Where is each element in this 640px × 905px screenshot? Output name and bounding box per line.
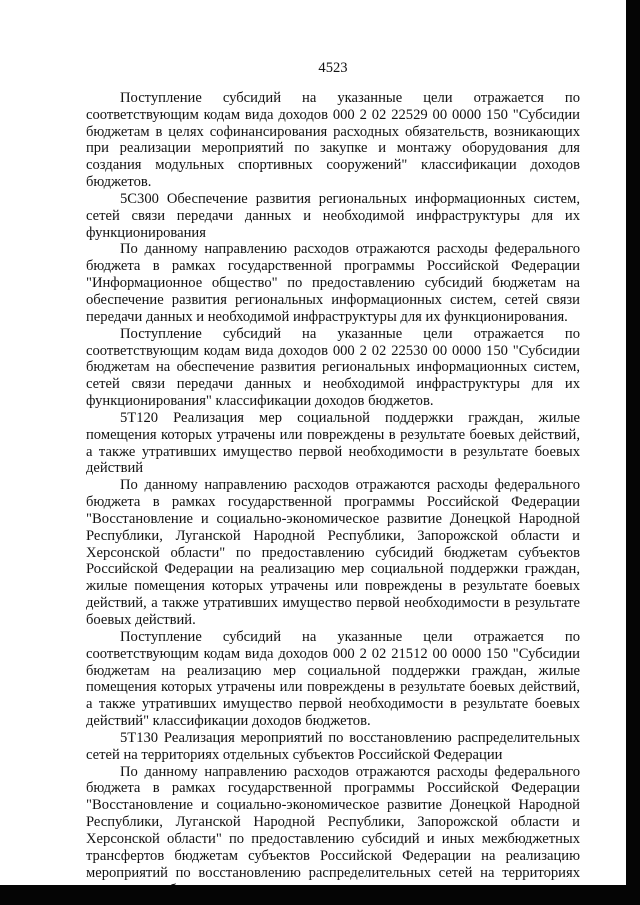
heading-5t120: 5Т120 Реализация мер социальной поддержки граждан, жилые помещения которых утрачены или повреждены в результате боевых действий, а также утративших имущество первой необходимости в результате боевых действий: [86, 409, 580, 477]
document-page: [86, 60, 580, 898]
paragraph-5c300-expenses: По данному направлению расходов отражаются расходы федерального бюджета в рамках государственной программы Российской Федерации "Информационное общество" по предоставлению субсидий бюджетам на обеспечение развития региональных информационных систем, сетей связи передачи данных и необходимой инфраструктуры для их функционирования.: [86, 241, 580, 325]
scan-edge-bottom: [0, 885, 640, 905]
paragraph-5t120-expenses: По данному направлению расходов отражаются расходы федерального бюджета в рамках государственной программы Российской Федерации "Восстановление и социально-экономическое развитие Донецкой Народной Республики, Луганской Народной Республики, Запорожской области и Херсонской области" по предоставлению субсидий бюджетам субъектов Российской Федерации на реализацию мер социальной поддержки граждан, жилые помещения которых утрачены или повреждены в результате боевых действий, а также утративших имущество первой необходимости в результате боевых действий.: [86, 477, 580, 628]
heading-5c300: 5С300 Обеспечение развития региональных информационных систем, сетей связи передачи данных и необходимой инфраструктуры для их функционирования: [86, 190, 580, 241]
paragraph-5c300-income: Поступление субсидий на указанные цели отражается по соответствующим кодам вида доходов 000 2 02 22530 00 0000 150 "Субсидии бюджетам на обеспечение развития региональных информационных систем, сетей связи передачи данных и необходимой инфраструктуры для их функционирования" классификации доходов бюджетов.: [86, 325, 580, 410]
paragraph-5t120-income: Поступление субсидий на указанные цели отражается по соответствующим кодам вида доходов 000 2 02 21512 00 0000 150 "Субсидии бюджетам на реализацию мер социальной поддержки граждан, жилые помещения которых утрачены или повреждены в результате боевых действий, а также утративших имущество первой необходимости в результате боевых действий" классификации доходов бюджетов.: [86, 628, 580, 730]
heading-5t130: 5Т130 Реализация мероприятий по восстановлению распределительных сетей на территориях отдельных субъектов Российской Федерации: [86, 729, 580, 763]
page-number: 4523: [318, 60, 348, 76]
paragraph-5t130-expenses: По данному направлению расходов отражаются расходы федерального бюджета в рамках государственной программы Российской Федерации "Восстановление и социально-экономическое развитие Донецкой Народной Республики, Луганской Народной Республики, Запорожской области и Херсонской области" по предоставлению субсидий и иных межбюджетных трансфертов бюджетам субъектов Российской Федерации на реализацию мероприятий по восстановлению распределительных сетей на территориях: [86, 763, 580, 881]
paragraph-income-modular-sports: Поступление субсидий на указанные цели отражается по соответствующим кодам вида доходов 000 2 02 22529 00 0000 150 "Субсидии бюджетам в целях софинансирования расходных обязательств, возникающих при реализации мероприятий по закупке и монтажу оборудования для создания модульных спортивных сооружений" классификации доходов бюджетов.: [86, 89, 580, 191]
scan-edge-right: [626, 0, 640, 905]
